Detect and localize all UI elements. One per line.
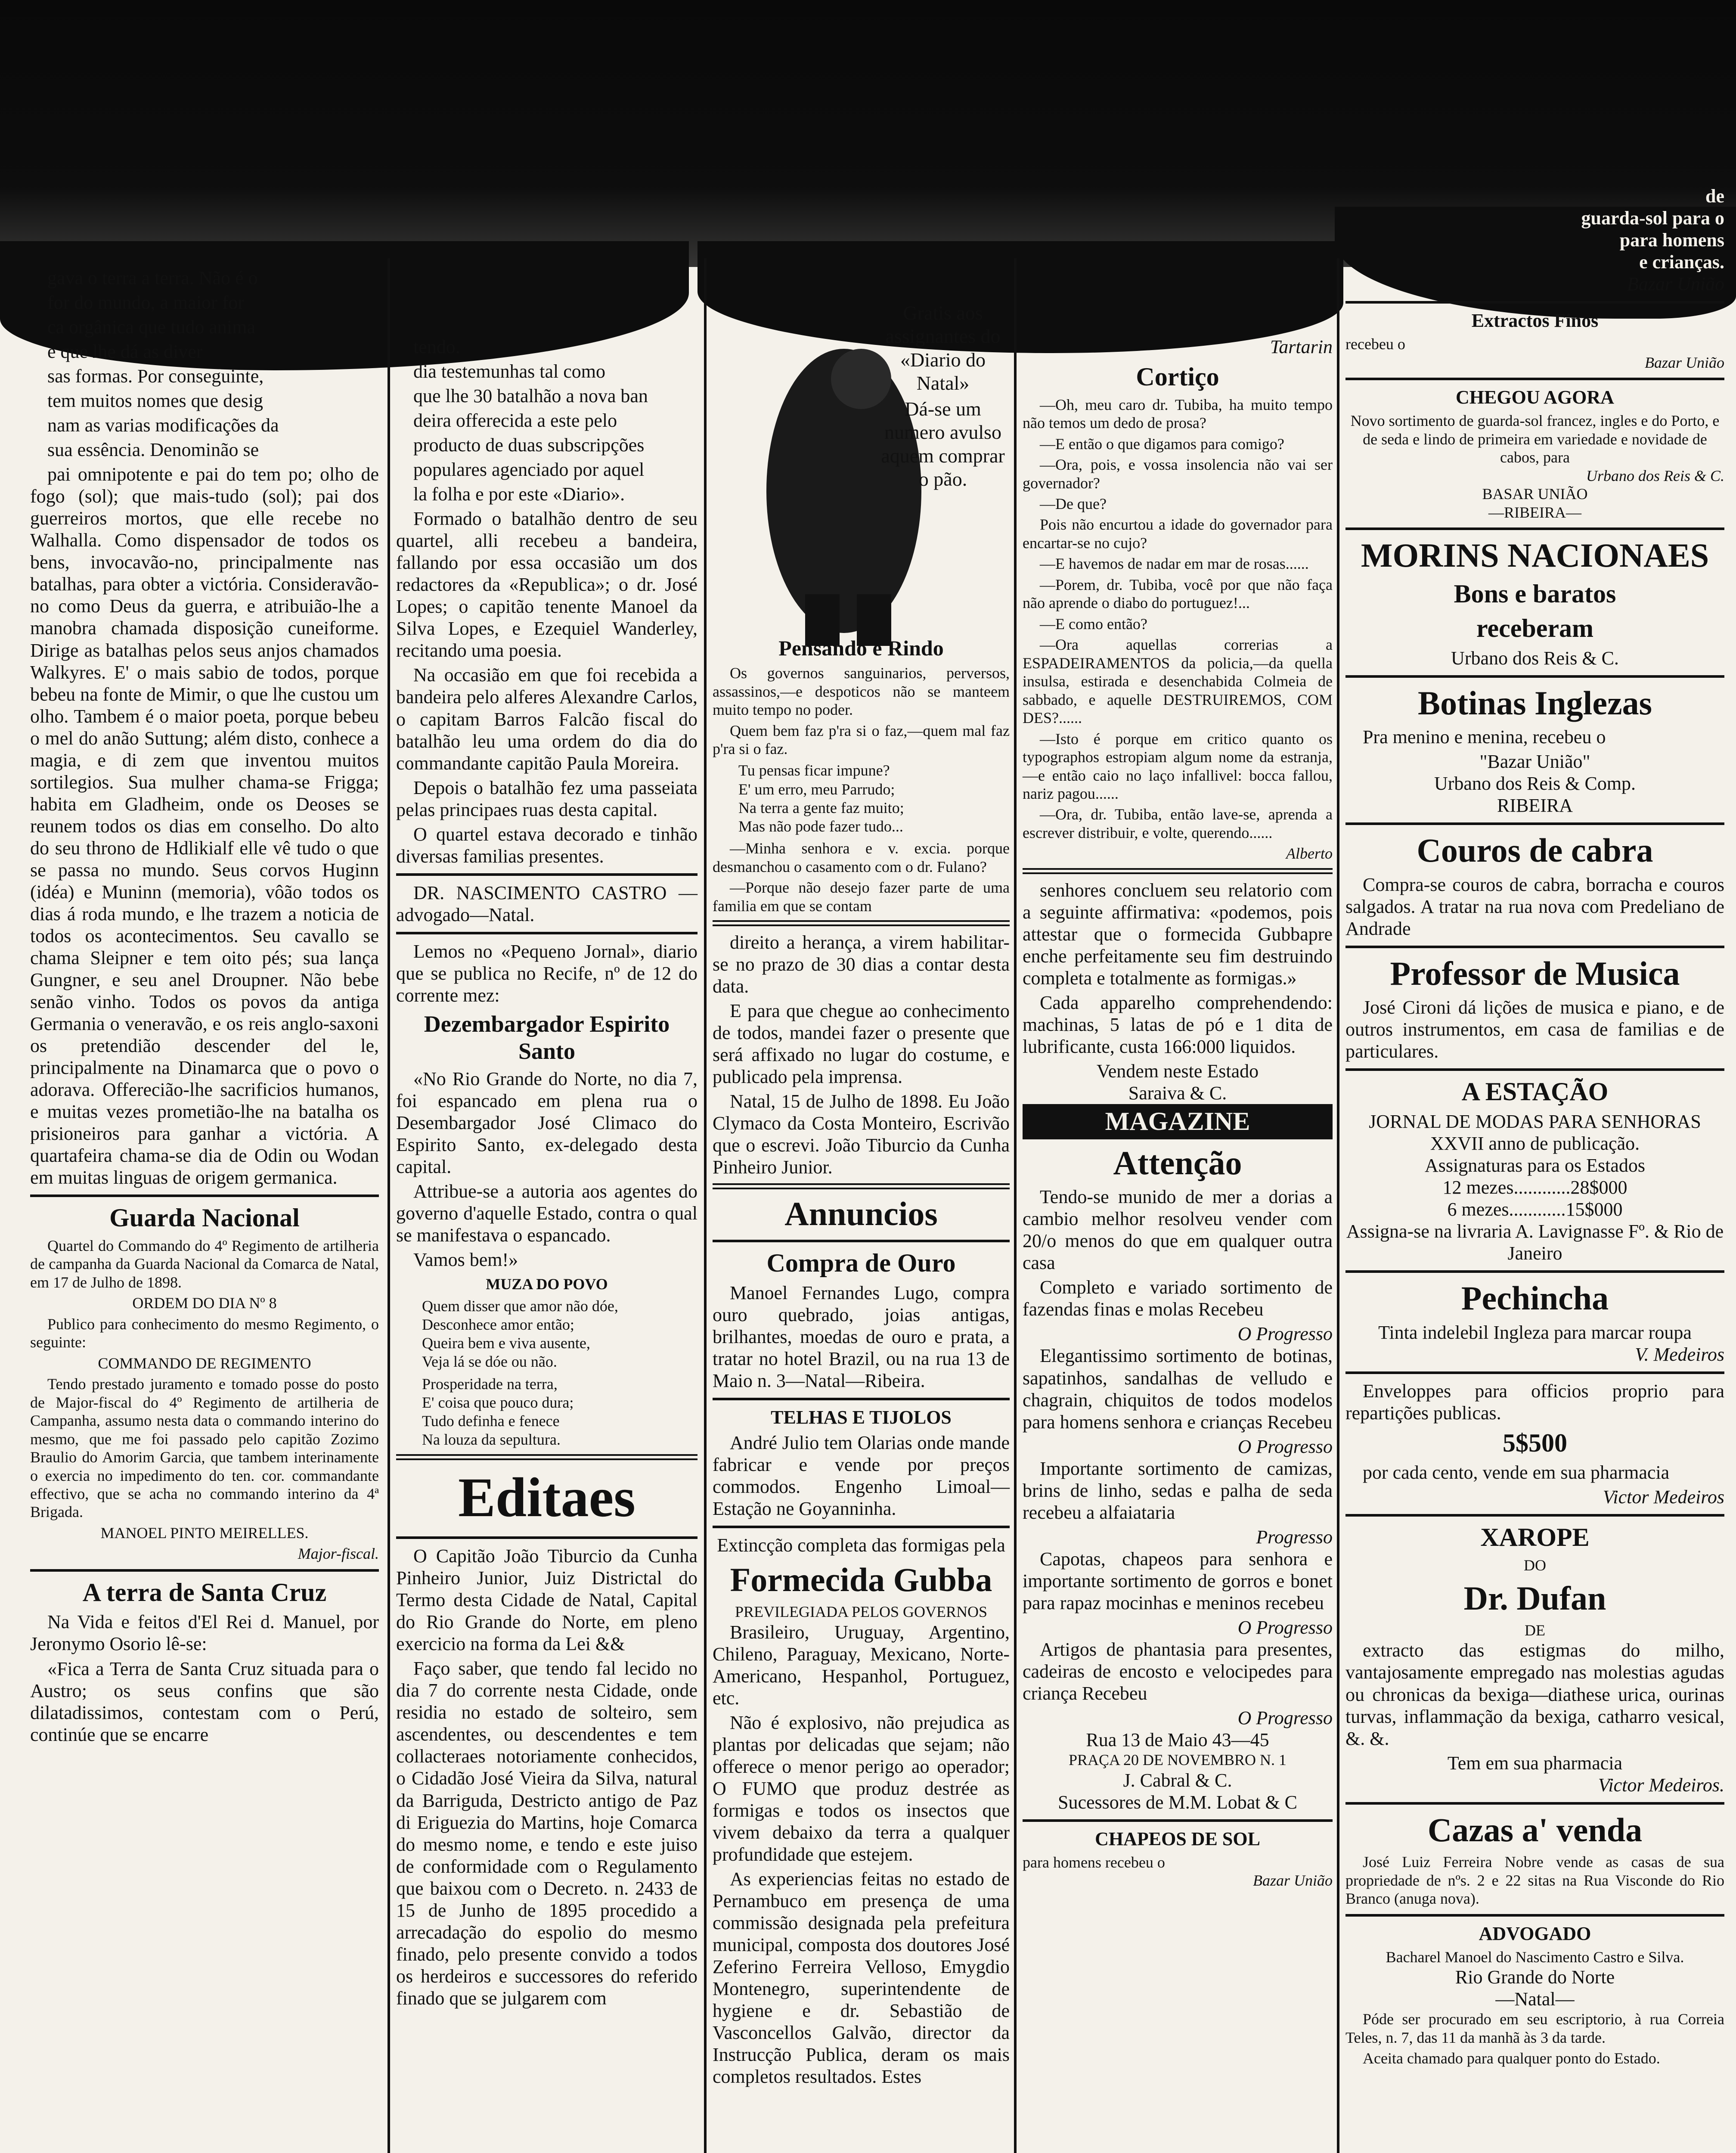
estacao-price: 6 mezes............15$000	[1447, 1199, 1623, 1220]
pensando-title: Pensando e Rindo	[778, 636, 944, 661]
fragment-line: nam as varias modificações da	[47, 415, 279, 436]
guarda-body-3: Tendo prestado juramento e tomado posse do posto de Major-fiscal do 4º Regimento de artilheria de Campanha, assumo nesta data o commando interino do mesmo, que me foi passado pelo capitão Zozimo Braulio do Amorim Garcia, que tambem interinamente o exercia no impedimento do ten. cor. commandante effectivo, que se acha no commando interino da 4ª Brigada.	[30, 1375, 379, 1521]
dufan-body: extracto das estigmas do milho, vantajosamente empregado nas molestias agudas ou chronicas da bexiga—diathese urica, ourinas turvas, inflammação da bexiga, catharro vesical, &. &.	[1345, 1640, 1724, 1749]
fragment-line: deira offerecida a este pelo	[413, 410, 617, 431]
morins-sub-2: receberam	[1476, 614, 1594, 643]
bazar-uniao-quoted: "Bazar União"	[1479, 751, 1590, 772]
couros-body: Compra-se couros de cabra, borracha e couros salgados. A tratar na rua nova com Predeliano de Andrade	[1345, 874, 1724, 939]
column-rule	[388, 258, 390, 2153]
castro-ad: DR. NASCIMENTO CASTRO — advogado—Natal.	[396, 882, 698, 925]
divider	[1345, 378, 1724, 380]
column-rule	[704, 258, 707, 2153]
cortico-line: Pois não encurtou a idade do governador para encartar-se no cujo?	[1023, 516, 1333, 552]
botinas-title: Botinas Inglezas	[1418, 684, 1652, 722]
rua-address: Rua 13 de Maio 43—45	[1086, 1729, 1269, 1750]
extractos-body: recebeu o	[1345, 335, 1405, 353]
importante-body: Importante sortimento de camizas, brins de linho, sedas e palha de seda recebeu a alfaiataria	[1023, 1458, 1333, 1523]
attencao-body: Tendo-se munido de mer a dorias a cambio melhor resolveu vender com 20/o menos do que em qualquer outra casa	[1023, 1186, 1333, 1274]
divider	[30, 1569, 379, 1572]
column-rule	[1337, 258, 1339, 2153]
divider	[713, 920, 1010, 926]
fragment-top: de guarda-sol para o para homens e crianças.	[1581, 186, 1724, 273]
batalhao-body-4: O quartel estava decorado e tinhão diversas familias presentes.	[396, 823, 698, 867]
divider	[713, 1183, 1010, 1189]
estacao-body: XXVII anno de publicação.	[1430, 1133, 1640, 1154]
advogado-body-2: Rio Grande do Norte	[1455, 1967, 1615, 1988]
pensando-poem: Tu pensas ficar impune? E' um erro, meu Parrudo; Na terra a gente faz muito; Mas não pode fazer tudo...	[738, 762, 904, 835]
dufan-title: Dr. Dufan	[1463, 1579, 1606, 1617]
cazas-title: Cazas a' venda	[1427, 1811, 1643, 1849]
guarda-nacional-title: Guarda Nacional	[109, 1204, 300, 1232]
divider	[1345, 527, 1724, 530]
formecida-body: Brasileiro, Uruguay, Argentino, Chileno, Paraguay, Mexicano, Norte-Americano, Hespanhol, Portuguez, etc.	[713, 1621, 1010, 1709]
enveloppes-body: Enveloppes para officios proprio para repartições publicas.	[1345, 1380, 1724, 1424]
chegou-title: CHEGOU AGORA	[1456, 387, 1614, 408]
estacao-price: 12 mezes............28$000	[1442, 1177, 1628, 1198]
couros-title: Couros de cabra	[1417, 831, 1653, 869]
compra-ouro-body: Manoel Fernandes Lugo, compra ouro quebrado, joias antigas, brilhantes, moedas de ouro e prata, a tratar no hotel Brazil, ou na rua 13 de Maio n. 3—Natal—Ribeira.	[713, 1282, 1010, 1391]
column-5	[1345, 185, 1724, 2070]
chegou-body: Novo sortimento de guarda-sol francez, ingles e do Porto, e de seda e lindo de primeira em variedade e novidade de cabos, para	[1350, 412, 1720, 466]
praca-address: PRAÇA 20 DE NOVEMBRO N. 1	[1068, 1751, 1287, 1769]
cortico-signature: Alberto	[1286, 845, 1333, 862]
advogado-body-4: Aceita chamado para qualquer ponto do Estado.	[1363, 2050, 1660, 2067]
progresso-signature: Progresso	[1256, 1526, 1333, 1548]
ribeira: —RIBEIRA—	[1488, 503, 1581, 521]
divider	[1345, 301, 1724, 304]
guarda-signature: MANOEL PINTO MEIRELLES.	[100, 1524, 309, 1542]
magazine-banner: MAGAZINE	[1023, 1104, 1333, 1139]
divider	[1345, 1068, 1724, 1071]
fragment-line: sas formas. Por conseguinte,	[47, 366, 264, 387]
column-1	[30, 267, 379, 1748]
divider	[1345, 946, 1724, 948]
fragment-line: e que lhe dá as diver	[47, 341, 203, 363]
advogado-title: ADVOGADO	[1479, 1923, 1591, 1944]
batalhao-body-3: Depois o batalhão fez uma passeiata pelas principaes ruas desta capital.	[396, 777, 698, 820]
xarope-de: DE	[1525, 1621, 1545, 1639]
divider	[1345, 1802, 1724, 1805]
edital-continuation-3: Natal, 15 de Julho de 1898. Eu João Clymaco da Costa Monteiro, Escrivão que o escrevi. João Tiburcio da Cunha Pinheiro Junior.	[713, 1091, 1010, 1178]
editaes-body: O Capitão João Tiburcio da Cunha Pinheiro Junior, Juiz Districtal do Termo desta Cidade de Natal, Capital do Rio Grande do Norte, em pleno exercicio na forma da Lei &&	[396, 1545, 698, 1655]
divider	[713, 1526, 1010, 1528]
formecida-body-2: Não é explosivo, não prejudica as plantas por delicadas que sejam; não offerece o menor perigo ao operador; O FUMO que produz destrée as formigas e todos os insectos que vivem debaixo da terra a qualquer profundidade que estejem.	[713, 1712, 1010, 1865]
divider	[1023, 1819, 1333, 1822]
cortico-line: —Ora, dr. Tubiba, então lave-se, aprenda a escrever distribuir, e volte, querendo......	[1023, 806, 1333, 841]
pensando-body: Os governos sanguinarios, perversos, assassinos,—e despoticos não se manteem muito tempo no poder.	[713, 664, 1010, 719]
bazar-uniao: Bazar União	[1627, 273, 1724, 295]
divider	[1345, 675, 1724, 678]
edital-continuation: direito a herança, a virem habilitar-se no prazo de 30 dias a contar desta data.	[713, 932, 1010, 997]
divider	[396, 1536, 698, 1539]
gratis-banner-2: Dá-se um numero avulso aquem comprar o pão.	[881, 398, 1005, 490]
divider	[713, 1240, 1010, 1242]
divider	[1023, 868, 1333, 874]
attencao-body-2: Completo e variado sortimento de fazendas finas e molas Recebeu	[1023, 1277, 1333, 1320]
chapeos-body: para homens recebeu o	[1023, 1853, 1165, 1871]
enveloppes-body-2: por cada cento, vende em sua pharmacia	[1363, 1462, 1670, 1483]
dezembargador-body: «No Rio Grande do Norte, no dia 7, foi espancado em plena rua o Desembargador José Climaco do Espirito Santo, ex-delegado desta capital.	[396, 1068, 698, 1178]
professor-body: José Cironi dá lições de musica e piano, e de outros instrumentos, em casa de familias e de particulares.	[1345, 997, 1724, 1062]
advogado-body-3: Póde ser procurado em seu escriptorio, à rua Correia Teles, n. 7, das 11 da manhã às 3 da tarde.	[1345, 2010, 1724, 2046]
guarda-body-2: Publico para conhecimento do mesmo Regimento, o seguinte:	[30, 1315, 379, 1351]
batalhao-body-1: Formado o batalhão dentro de seu quartel, alli recebeu a bandeira, fallando por essa occasião um dos redactores da «Republica»; o dr. José Lopes; o capitão tenente Manoel da Silva Lopes, e Ezequiel Wanderley, recitando uma poesia.	[396, 508, 698, 661]
fragment-line: producto de duas subscripções	[413, 434, 645, 456]
chapeos-title: CHAPEOS DE SOL	[1095, 1828, 1260, 1849]
batalhao-body-2: Na occasião em que foi recebida a bandeira pelo alferes Alexandre Carlos, o capitam Barros Falcão fiscal do batalhão leu uma ordem do dia do commandante capitão Paula Moreira.	[396, 664, 698, 774]
capotas-body: Capotas, chapeos para senhora e importante sortimento de gorros e bonet para rapaz mocinhas e meninos recebeu	[1023, 1548, 1333, 1613]
cortico-line: —Porem, dr. Tubiba, você por que não faça não aprende o diabo do portuguez!...	[1023, 576, 1333, 612]
divider	[30, 1194, 379, 1197]
odin-article-body: pai omnipotente e pai do tem po; olho de fogo (sol); que mais-tudo (sol); pai dos guerreiros mortos, que elle recebe no Walhalla. Como dispensador de todos os bens, invocavão-no, principalmente nas batalhas, para obter a victória. Consideravão-no como Deus da guerra, e atribuião-lhe a manobra chamada disposição cuneiforme. Dirige as batalhas pelos seus anjos chamados Walkyres. E' o mais sabio de todos, porque bebeu na fonte de Mimir, o que lhe custou um olho. Tambem é o maior poeta, porque bebeu o mel do anão Suttung; além disto, conhece a magia, e di zem que inventou muitos sortilegios. Sua mulher chama-se Frigga; habita em Gladheim, onde os Deoses se reunem todos os dias em conselho. Do alto do seu throno de Hdlikialf elle vê tudo o que se passa no mundo. Seus corvos Huginn (idéa) e Muninn (memoria), vôão todos os dias á roda mundo, e lhe trazem a noticia de todos os acontecimentos. Seu cavallo se chama Sleipner e tem oito pés; sua lança Gungner, e seu anel Droupner. Não bebe senão vinho. Todos os povos da antiga Germania o veneravão, e os reis anglo-saxoni os pretendião descender del le, principalmente na Dinamarca que o povo o adorava. Offerecião-lhe sacrificios humanos, e muitas vezes prometião-lhe na batalha os prisioneiros para ganhar a victória. A quartafeira chama-se dia de Odin ou Wodan em muitas linguas de origem germanica.	[30, 464, 379, 1188]
poem-stanza-1: Quem disser que amor não dóe, Desconhece amor então; Queira bem e viva ausente, Veja lá se dóe ou não.	[422, 1297, 618, 1371]
elegant-body: Elegantissimo sortimento de botinas, sapatinhos, sandalhas de velludo e chagrain, chiquitos de todos modelos para homens senhora e crianças Recebeu	[1023, 1345, 1333, 1433]
attencao-title: Attenção	[1113, 1144, 1242, 1182]
divider	[396, 932, 698, 934]
dufan-body-2: Tem em sua pharmacia	[1447, 1752, 1623, 1774]
column-rule	[1014, 258, 1017, 2153]
cortico-line: —E então o que digamos para comigo?	[1040, 435, 1284, 453]
formecida-sub: PREVILEGIADA PELOS GOVERNOS	[735, 1603, 988, 1621]
cortico-line: —Isto é porque em critico quanto os typographos estropiam algum nome da estranja,—e então caio no laço infallivel: bocca fallou, nariz pagou......	[1023, 730, 1333, 802]
formecida-body-3: As experiencias feitas no estado de Pernambuco em presença de uma commissão designada pela prefeitura municipal, composta dos doutores José Zeferino Ferreira Velloso, Emygdio Montenegro, superintendente de hygiene e dr. Sebastião de Vasconcellos Galvão, director da Instrucção Publica, deram os mais completos resultados. Estes	[713, 1868, 1010, 2088]
editaes-body-2: Faço saber, que tendo fal lecido no dia 7 do corrente nesta Cidade, onde residia no estado de solteiro, sem ascendentes, ou descendentes e tem collacteraes notoriamente conhecidos, o Cidadão José Vieira da Silva, natural da Barriguda, Destricto antigo de Paz di Eriguezia do Martins, hoje Comarca do mesmo nome, e tendo e este juiso de conformidade com o Regulamento que baixou com o Decreto. n. 2433 de 15 de Junho de 1895 procedido a arrecadação do espolio do mesmo finado, pelo presente convido a todos os herdeiros e successores do referido finado que se julgarem com	[396, 1658, 698, 2009]
estacao-body-2: Assignaturas para os Estados	[1424, 1155, 1645, 1176]
urbano-reis: Urbano dos Reis & C.	[1586, 467, 1724, 484]
progresso-signature: O Progresso	[1237, 1707, 1333, 1728]
gratis-banner: Gratis aos assignantes do «Diario do Natal»	[885, 302, 1001, 394]
divider	[1345, 1371, 1724, 1374]
cortico-title: Cortiço	[1136, 363, 1219, 391]
fragment-line: gava o terra a terra. Não é o	[47, 267, 258, 289]
bazar-uniao: Bazar União	[1644, 354, 1724, 371]
annuncios-title: Annuncios	[784, 1195, 938, 1233]
botinas-body: Pra menino e menina, recebeu o	[1363, 726, 1606, 748]
victor-signature: Victor Medeiros	[1603, 1486, 1724, 1508]
dezembargador-body-3: Vamos bem!»	[413, 1249, 518, 1271]
progresso-signature: O Progresso	[1237, 1323, 1333, 1345]
tartarin-signature: Tartarin	[1270, 336, 1333, 357]
formigas-continuation-2: Cada apparelho comprehendendo: machinas, 5 latas de pó e 1 dita de lubrificante, custa 166:000 liquidos.	[1023, 992, 1333, 1058]
fragment-line: populares agenciado por aquel	[413, 459, 645, 481]
cortico-line: —E havemos de nadar em mar de rosas......	[1040, 555, 1309, 573]
vendem-agent: Saraiva & C.	[1128, 1083, 1227, 1104]
guarda-signature-title: Major-fiscal.	[298, 1545, 379, 1563]
fragment-line: la folha e por este «Diario».	[413, 484, 625, 505]
edital-continuation-2: E para que chegue ao conhecimento de todos, mandei fazer o presente que será affixado no lugar do costume, e publicado pela imprensa.	[713, 1000, 1010, 1088]
editaes-title: Editaes	[458, 1467, 636, 1529]
divider	[1345, 1514, 1724, 1517]
dezembargador-body-2: Attribue-se a autoria aos agentes do governo d'aquelle Estado, contra o qual se manifestava o espancado.	[396, 1181, 698, 1246]
cabral-name: J. Cabral & C.	[1123, 1769, 1232, 1791]
telhas-title: TELHAS E TIJOLOS	[771, 1406, 952, 1428]
progresso-signature: O Progresso	[1237, 1436, 1333, 1457]
progresso-signature: O Progresso	[1237, 1616, 1333, 1638]
fragment-line: dia testemunhas tal como	[413, 361, 605, 382]
dialog-1: —Minha senhora e v. excia. porque desmanchou o casamento com o dr. Fulano?	[713, 840, 1010, 875]
telhas-body: André Julio tem Olarias onde mande fabricar e vende por preços commodos. Engenho Limoal—Estação ne Goyanninha.	[713, 1432, 1010, 1519]
successores: Sucessores de M.M. Lobat & C	[1057, 1791, 1298, 1813]
divider	[1345, 1270, 1724, 1273]
basar-uniao: BASAR UNIÃO	[1482, 485, 1588, 503]
dialog-2: —Porque não desejo fazer parte de uma familia em que se contam	[713, 879, 1010, 915]
morins-urbano: Urbano dos Reis & C.	[1451, 647, 1619, 669]
advogado-natal: —Natal—	[1495, 1989, 1575, 2010]
formigas-top: Extincção completa das formigas pela	[717, 1534, 1005, 1556]
ribeira-2: RIBEIRA	[1497, 795, 1573, 816]
terra-body-2: «Fica a Terra de Santa Cruz situada para o Austro; os seus confins que são dilatadissimos, contestam com o Perú, continúe que se encarre	[30, 1658, 379, 1745]
bazar-uniao: Bazar União	[1252, 1872, 1333, 1889]
terra-santa-cruz-title: A terra de Santa Cruz	[82, 1578, 327, 1607]
pechincha-title: Pechincha	[1461, 1279, 1609, 1317]
column-2	[396, 336, 698, 2012]
lemos-intro: Lemos no «Pequeno Jornal», diario que se publica no Recife, nº de 12 do corrente mez:	[396, 940, 698, 1006]
professor-title: Professor de Musica	[1390, 954, 1680, 992]
xarope-do: DO	[1524, 1557, 1546, 1574]
cazas-body: José Luiz Ferreira Nobre vende as casas de sua propriedade de nºs. 2 e 22 sitas na Rua Visconde do Rio Branco (anuga nova).	[1345, 1853, 1724, 1908]
column-4	[1023, 336, 1333, 1890]
commando-heading: COMMANDO DE REGIMENTO	[98, 1354, 311, 1372]
extractos-title: Extractos Finos	[1471, 310, 1599, 332]
fragment-line: tem muitos nomes que desig	[47, 390, 264, 412]
medeiros-signature: V. Medeiros	[1635, 1343, 1724, 1365]
column-3	[713, 301, 1010, 2090]
formigas-continuation: senhores concluem seu relatorio com a seguinte affirmativa: «podemos, pois attestar que o formecida Gubbapre enche perfeitamente seu fim destruindo completa e totalmente as formigas.»	[1023, 879, 1333, 989]
cortico-body: —Oh, meu caro dr. Tubiba, ha muito tempo não temos um dedo de prosa?	[1023, 396, 1333, 432]
estacao-sub: JORNAL DE MODAS PARA SENHORAS	[1369, 1111, 1701, 1132]
formecida-title: Formecida Gubba	[730, 1560, 992, 1598]
cortico-line: —E como então?	[1040, 615, 1147, 633]
divider	[1345, 1914, 1724, 1917]
pensando-body-2: Quem bem faz p'ra si o faz,—quem mal faz p'ra si o faz.	[713, 722, 1010, 757]
fragment-line: tendo.	[413, 336, 460, 357]
divider	[396, 873, 698, 876]
cortico-line: —De que?	[1040, 495, 1107, 512]
pechincha-body: Tinta indelebil Ingleza para marcar roupa	[1378, 1322, 1692, 1343]
guarda-body: Quartel do Commando do 4º Regimento de artilheria de campanha da Guarda Nacional da Comarca de Natal, em 17 de Julho de 1898.	[30, 1237, 379, 1291]
terra-body: Na Vida e feitos d'El Rei d. Manuel, por Jeronymo Osorio lê-se:	[30, 1611, 379, 1655]
estacao-body-3: Assigna-se na livraria A. Lavignasse Fº. & Rio de Janeiro	[1346, 1221, 1724, 1264]
divider	[396, 1454, 698, 1460]
enveloppes-price: 5$500	[1503, 1428, 1567, 1457]
dezembargador-title: Dezembargador Espirito Santo	[424, 1011, 670, 1064]
poem-stanza-2: Prosperidade na terra, E' coisa que pouco dura; Tudo definha e fenece Na louza da sepultura.	[422, 1375, 574, 1449]
morins-sub: Bons e baratos	[1454, 580, 1616, 608]
compra-ouro-title: Compra de Ouro	[766, 1248, 956, 1277]
cortico-line: —Ora, pois, e vossa insolencia não vai ser governador?	[1023, 456, 1333, 492]
estacao-title: A ESTAÇÃO	[1461, 1077, 1609, 1106]
muza-title: MUZA DO POVO	[486, 1275, 608, 1293]
vendem-line: Vendem neste Estado	[1096, 1061, 1259, 1082]
fragment-line: ca orgânica que tudo anima	[47, 316, 255, 338]
morins-title: MORINS NACIONAES	[1361, 536, 1709, 574]
divider	[1345, 822, 1724, 825]
ordem-dia: ORDEM DO DIA Nº 8	[132, 1294, 277, 1312]
fragment-line: que lhe 30 batalhão a nova ban	[413, 385, 648, 407]
victor-signature: Victor Medeiros.	[1598, 1774, 1724, 1796]
advogado-body: Bacharel Manoel do Nascimento Castro e Silva.	[1386, 1948, 1684, 1966]
artigos-body: Artigos de phantasia para presentes, cadeiras de encosto e velocipedes para criança Recebeu	[1023, 1638, 1333, 1704]
fragment-line: for do mundo, a maior for	[47, 292, 244, 313]
urbano-reis-comp: Urbano dos Reis & Comp.	[1434, 773, 1636, 794]
divider	[713, 1398, 1010, 1400]
fragment-line: sua essência. Denominão se	[47, 439, 259, 461]
cortico-line: —Ora aquellas correrias a ESPADEIRAMENTOS da policia,—da quella insulsa, estirada e desenchabida Colmeia de sabbado, e aquelle DESTRUIREMOS, COM DES?......	[1023, 636, 1333, 727]
xarope-title: XAROPE	[1480, 1523, 1590, 1552]
